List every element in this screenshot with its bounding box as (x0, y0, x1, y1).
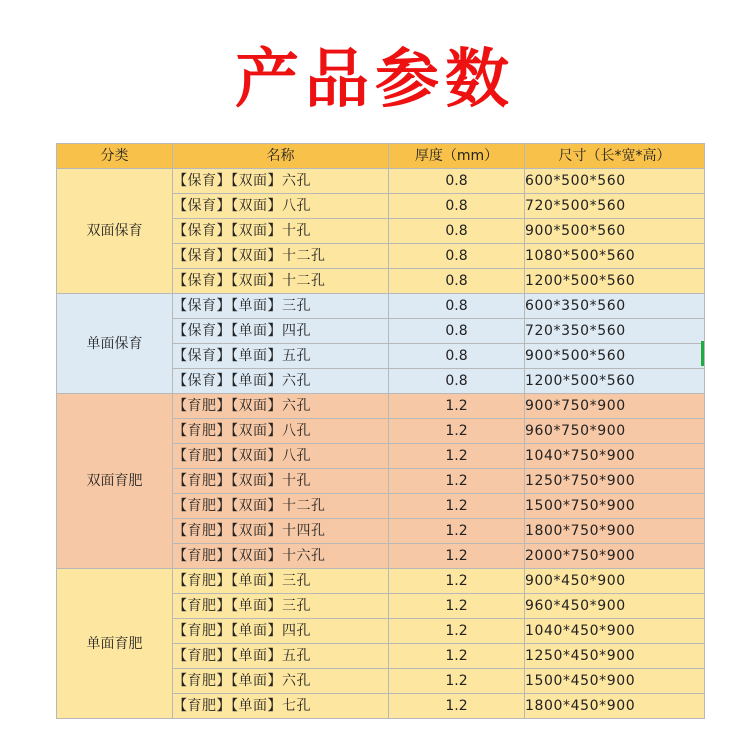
table-row (57, 394, 705, 419)
thickness-cell: 1.2 (389, 444, 525, 469)
size-cell: 1040*750*900 (525, 444, 705, 469)
thickness-cell: 1.2 (389, 644, 525, 669)
page-title: 产品参数 (235, 43, 515, 117)
name-cell: 【育肥】【单面】五孔 (173, 644, 389, 669)
thickness-cell: 1.2 (389, 469, 525, 494)
thickness-cell: 0.8 (389, 269, 525, 294)
thickness-cell: 0.8 (389, 194, 525, 219)
header-name: 名称 (173, 144, 389, 169)
size-cell: 900*500*560 (525, 219, 705, 244)
thickness-cell: 1.2 (389, 519, 525, 544)
name-cell: 【育肥】【双面】十六孔 (173, 544, 389, 569)
size-cell: 1200*500*560 (525, 269, 705, 294)
thickness-cell: 1.2 (389, 594, 525, 619)
size-cell: 960*750*900 (525, 419, 705, 444)
size-cell: 1200*500*560 (525, 369, 705, 394)
name-cell: 【保育】【单面】三孔 (173, 294, 389, 319)
name-cell: 【育肥】【双面】十孔 (173, 469, 389, 494)
name-cell: 【保育】【双面】十二孔 (173, 269, 389, 294)
size-cell: 1800*450*900 (525, 694, 705, 719)
size-cell: 900*750*900 (525, 394, 705, 419)
name-cell: 【育肥】【单面】四孔 (173, 619, 389, 644)
name-cell: 【保育】【单面】六孔 (173, 369, 389, 394)
category-cell: 双面育肥 (57, 394, 173, 569)
thickness-cell: 1.2 (389, 669, 525, 694)
name-cell: 【保育】【双面】六孔 (173, 169, 389, 194)
name-cell: 【育肥】【单面】三孔 (173, 569, 389, 594)
table-header (57, 144, 705, 169)
thickness-cell: 0.8 (389, 369, 525, 394)
thickness-cell: 0.8 (389, 294, 525, 319)
name-cell: 【育肥】【双面】八孔 (173, 419, 389, 444)
size-cell: 600*350*560 (525, 294, 705, 319)
thickness-cell: 1.2 (389, 569, 525, 594)
name-cell: 【保育】【双面】十孔 (173, 219, 389, 244)
thickness-cell: 0.8 (389, 244, 525, 269)
group-2 (57, 394, 705, 569)
table-row (57, 294, 705, 319)
size-cell: 1500*450*900 (525, 669, 705, 694)
header-thickness: 厚度（mm） (389, 144, 525, 169)
category-cell: 单面保育 (57, 294, 173, 394)
spec-table (56, 143, 705, 719)
size-cell: 1800*750*900 (525, 519, 705, 544)
category-cell: 双面保育 (57, 169, 173, 294)
category-cell: 单面育肥 (57, 569, 173, 719)
size-cell: 720*500*560 (525, 194, 705, 219)
table-row (57, 169, 705, 194)
size-cell: 1250*750*900 (525, 469, 705, 494)
thickness-cell: 1.2 (389, 544, 525, 569)
name-cell: 【育肥】【双面】十二孔 (173, 494, 389, 519)
name-cell: 【育肥】【单面】三孔 (173, 594, 389, 619)
thickness-cell: 0.8 (389, 319, 525, 344)
size-cell: 1080*500*560 (525, 244, 705, 269)
thickness-cell: 0.8 (389, 344, 525, 369)
name-cell: 【育肥】【单面】六孔 (173, 669, 389, 694)
cell-cursor-marker (701, 341, 704, 366)
thickness-cell: 1.2 (389, 694, 525, 719)
size-cell: 1040*450*900 (525, 619, 705, 644)
name-cell: 【保育】【双面】十二孔 (173, 244, 389, 269)
name-cell: 【育肥】【双面】十四孔 (173, 519, 389, 544)
group-0 (57, 169, 705, 294)
group-3 (57, 569, 705, 719)
name-cell: 【育肥】【双面】八孔 (173, 444, 389, 469)
thickness-cell: 0.8 (389, 219, 525, 244)
group-1 (57, 294, 705, 394)
size-cell: 900*500*560 (525, 344, 705, 369)
header-size: 尺寸（长*宽*高） (525, 144, 705, 169)
thickness-cell: 1.2 (389, 394, 525, 419)
size-cell: 1250*450*900 (525, 644, 705, 669)
name-cell: 【育肥】【双面】六孔 (173, 394, 389, 419)
table-row (57, 569, 705, 594)
name-cell: 【保育】【双面】八孔 (173, 194, 389, 219)
thickness-cell: 1.2 (389, 494, 525, 519)
header-row (57, 144, 705, 169)
size-cell: 960*450*900 (525, 594, 705, 619)
size-cell: 720*350*560 (525, 319, 705, 344)
header-category: 分类 (57, 144, 173, 169)
size-cell: 600*500*560 (525, 169, 705, 194)
name-cell: 【育肥】【单面】七孔 (173, 694, 389, 719)
thickness-cell: 0.8 (389, 169, 525, 194)
size-cell: 900*450*900 (525, 569, 705, 594)
thickness-cell: 1.2 (389, 619, 525, 644)
size-cell: 2000*750*900 (525, 544, 705, 569)
thickness-cell: 1.2 (389, 419, 525, 444)
size-cell: 1500*750*900 (525, 494, 705, 519)
name-cell: 【保育】【单面】五孔 (173, 344, 389, 369)
name-cell: 【保育】【单面】四孔 (173, 319, 389, 344)
